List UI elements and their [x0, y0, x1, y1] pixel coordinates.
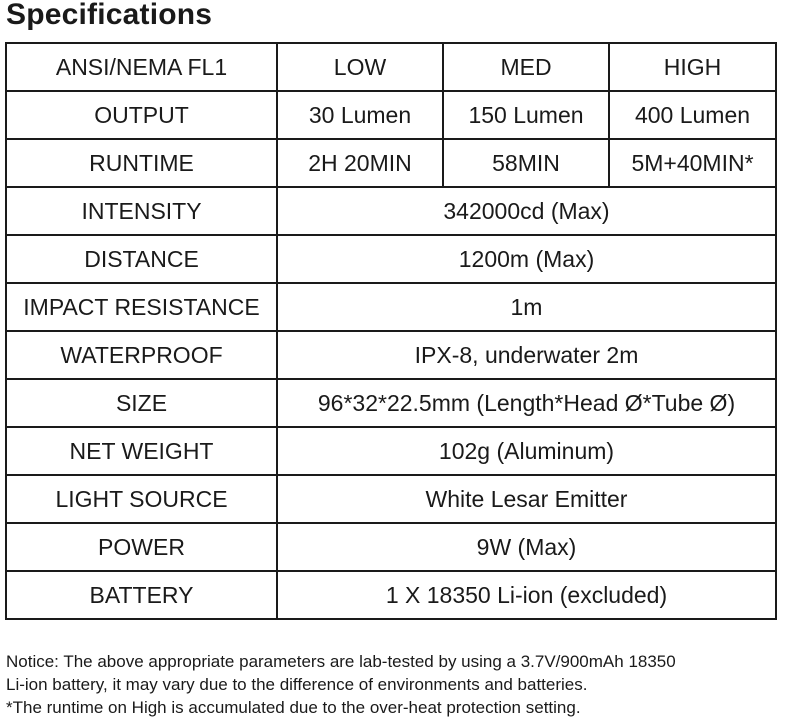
table-row-impact-resistance	[6, 283, 776, 331]
light-source-value: White Lesar Emitter	[277, 475, 776, 523]
row-label: WATERPROOF	[6, 331, 277, 379]
table-row-battery	[6, 571, 776, 619]
mode-high-header: HIGH	[609, 43, 776, 91]
battery-value: 1 X 18350 Li-ion (excluded)	[277, 571, 776, 619]
table-header-row	[6, 43, 776, 91]
table-row-runtime	[6, 139, 776, 187]
standard-label: ANSI/NEMA FL1	[6, 43, 277, 91]
row-label: INTENSITY	[6, 187, 277, 235]
table-row-output	[6, 91, 776, 139]
table-row-power	[6, 523, 776, 571]
waterproof-value: IPX-8, underwater 2m	[277, 331, 776, 379]
row-label: SIZE	[6, 379, 277, 427]
mode-med-header: MED	[443, 43, 609, 91]
table-row-light-source	[6, 475, 776, 523]
row-label: NET WEIGHT	[6, 427, 277, 475]
runtime-footnote: *The runtime on High is accumulated due to the over-heat protection setting.	[6, 698, 581, 717]
runtime-low-value: 2H 20MIN	[277, 139, 443, 187]
table-row-distance	[6, 235, 776, 283]
size-value: 96*32*22.5mm (Length*Head Ø*Tube Ø)	[277, 379, 776, 427]
output-high-value: 400 Lumen	[609, 91, 776, 139]
row-label: LIGHT SOURCE	[6, 475, 277, 523]
power-value: 9W (Max)	[277, 523, 776, 571]
specifications-table	[5, 42, 777, 620]
mode-low-header: LOW	[277, 43, 443, 91]
row-label: RUNTIME	[6, 139, 277, 187]
output-low-value: 30 Lumen	[277, 91, 443, 139]
impact-resistance-value: 1m	[277, 283, 776, 331]
intensity-value: 342000cd (Max)	[277, 187, 776, 235]
table-row-intensity	[6, 187, 776, 235]
table-row-net-weight	[6, 427, 776, 475]
row-label: DISTANCE	[6, 235, 277, 283]
notice-line: Li-ion battery, it may vary due to the difference of environments and batteries.	[6, 675, 588, 694]
table-row-size	[6, 379, 776, 427]
output-med-value: 150 Lumen	[443, 91, 609, 139]
notice-text	[6, 650, 782, 719]
notice-line: Notice: The above appropriate parameters are lab-tested by using a 3.7V/900mAh 18350	[6, 652, 676, 671]
page-title: Specifications	[6, 0, 213, 31]
row-label: BATTERY	[6, 571, 277, 619]
distance-value: 1200m (Max)	[277, 235, 776, 283]
runtime-med-value: 58MIN	[443, 139, 609, 187]
row-label: OUTPUT	[6, 91, 277, 139]
row-label: POWER	[6, 523, 277, 571]
net-weight-value: 102g (Aluminum)	[277, 427, 776, 475]
runtime-high-value: 5M+40MIN*	[609, 139, 776, 187]
row-label: IMPACT RESISTANCE	[6, 283, 277, 331]
table-row-waterproof	[6, 331, 776, 379]
